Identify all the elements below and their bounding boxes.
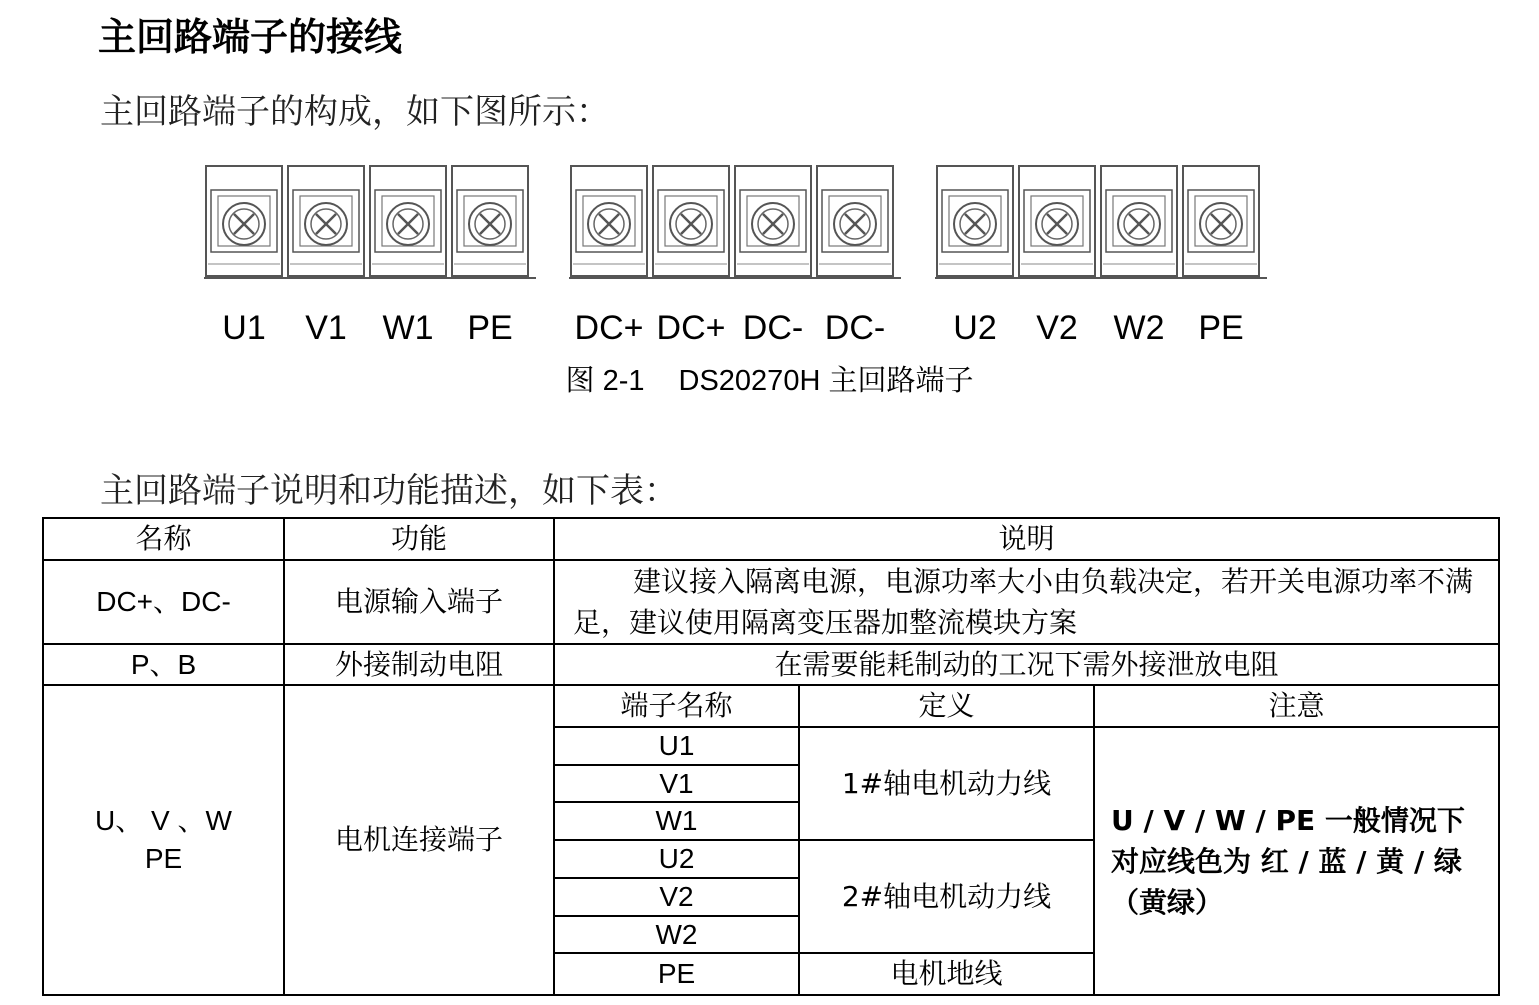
terminal-label: DC+ [574,309,644,347]
subheader-terminal: 端子名称 [554,685,799,727]
subheader-note: 注意 [1094,685,1499,727]
terminal [571,166,647,276]
terminal-label: V2 [1036,309,1078,347]
figure-caption [0,362,1539,400]
terminal-label: W1 [382,309,434,347]
cell-uvw-function: 电机连接端子 [284,685,554,995]
terminal-name-cell: V2 [554,878,799,916]
terminal-label: DC- [742,309,804,347]
table-row-pb [43,644,1499,685]
table-header-row [43,518,1499,560]
terminal [288,166,364,276]
intro-composition: 主回路端子的构成，如下图所示： [100,92,610,132]
terminal-group [204,166,536,278]
terminal-label: U1 [222,309,266,347]
terminal-label: U2 [953,309,997,347]
terminal [370,166,446,276]
cell-pb-name: P、B [43,644,284,685]
terminal [1101,166,1177,276]
cell-uvw-name-line1: U、 V 、W [95,805,232,836]
table-row-dc [43,560,1499,644]
terminal [653,166,729,276]
terminal-label: DC+ [656,309,726,347]
terminal-label: DC- [824,309,886,347]
cell-dc-name: DC+、DC- [43,560,284,644]
terminal-name-cell: W1 [554,802,799,840]
terminal-label: PE [467,309,513,347]
intro-table: 主回路端子说明和功能描述，如下表： [100,471,678,511]
subheader-definition: 定义 [799,685,1094,727]
definition-axis2: 2#轴电机动力线 [799,840,1094,953]
terminal [1183,166,1259,276]
terminal-label: W2 [1113,309,1165,347]
definition-axis1: 1#轴电机动力线 [799,727,1094,840]
terminal [817,166,893,276]
terminal-label: PE [1198,309,1244,347]
header-name: 名称 [43,518,284,560]
terminal-name-cell: PE [554,953,799,995]
terminal-group [569,166,901,278]
cell-dc-description: 建议接入隔离电源，电源功率大小由负载决定，若开关电源功率不满足，建议使用隔离变压器加整流模块方案 [554,560,1499,644]
header-description: 说明 [554,518,1499,560]
cell-uvw-name [43,685,284,995]
terminal-name-cell: U1 [554,727,799,765]
terminal-name-cell: W2 [554,916,799,953]
cell-dc-function: 电源输入端子 [284,560,554,644]
terminal [735,166,811,276]
terminal-label: V1 [305,309,347,347]
terminal-spec-table [42,517,1500,996]
cell-uvw-name-line2: PE [144,843,183,874]
definition-ground: 电机地线 [799,953,1094,995]
terminal [452,166,528,276]
figure-number: 图 2-1 [565,365,645,397]
terminal [1019,166,1095,276]
terminal-name-cell: U2 [554,840,799,878]
terminal-block-diagram [0,160,1539,285]
cell-pb-function: 外接制动电阻 [284,644,554,685]
terminal-name-cell: V1 [554,765,799,802]
cell-pb-description: 在需要能耗制动的工况下需外接泄放电阻 [554,644,1499,685]
header-function: 功能 [284,518,554,560]
terminal [206,166,282,276]
table-row-uvw-header [43,685,1499,727]
figure-title: DS20270H 主回路端子 [678,365,974,397]
terminal [937,166,1013,276]
terminal-labels [0,306,1539,350]
wire-color-note: U / V / W / PE 一般情况下对应线色为 红 / 蓝 / 黄 / 绿（黄绿） [1094,727,1499,995]
section-heading: 主回路端子的接线 [98,15,403,59]
terminal-group [935,166,1267,278]
